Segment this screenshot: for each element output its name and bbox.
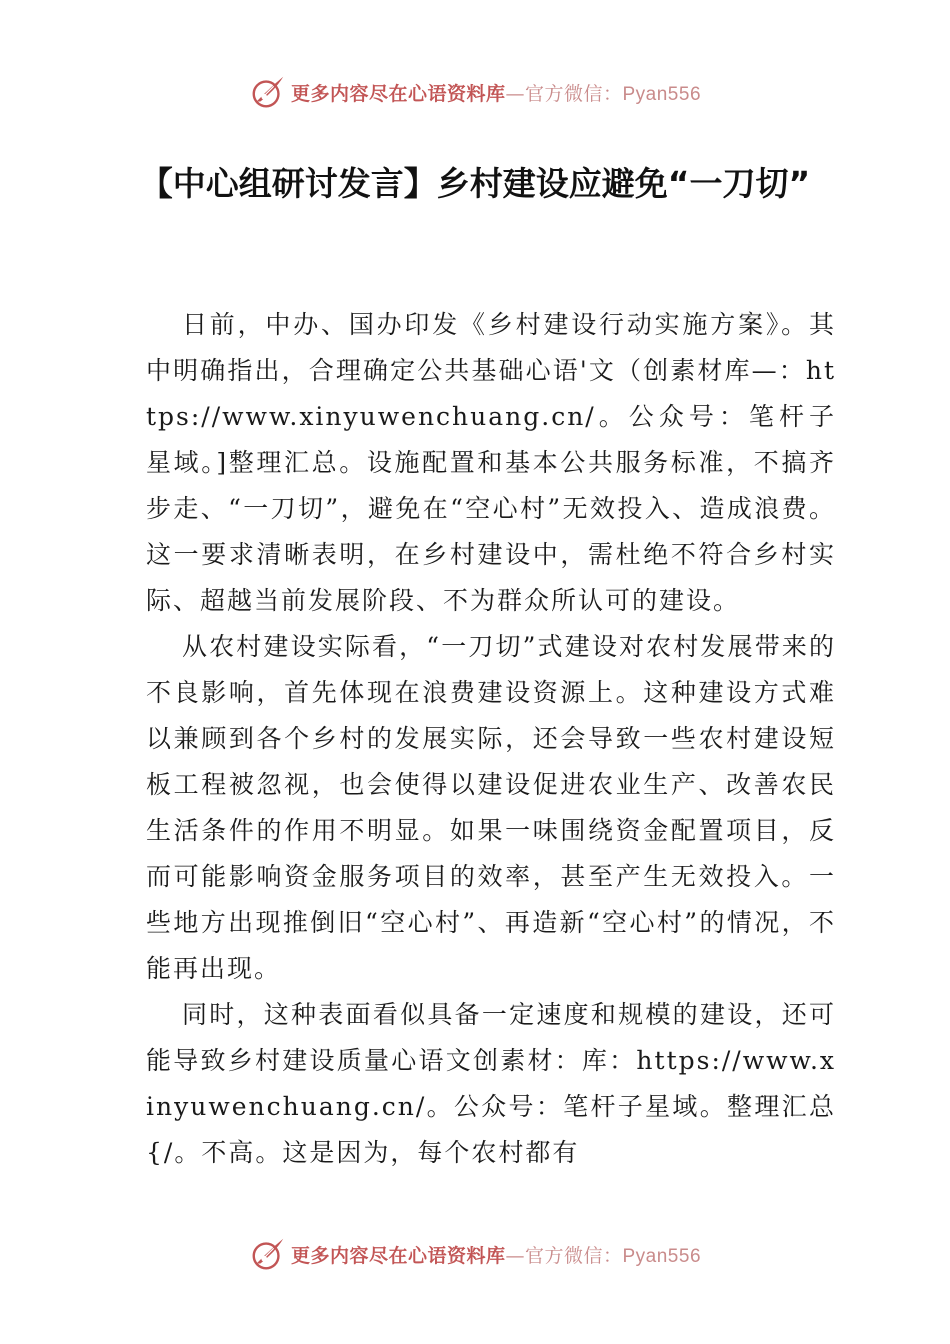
footer-watermark-banner <box>0 1232 950 1276</box>
quill-logo-icon <box>249 1235 287 1273</box>
banner-contact-label: 官方微信： <box>524 1244 623 1267</box>
banner-contact-id: Pyan556 <box>622 1245 702 1267</box>
document-title: 【中心组研讨发言】乡村建设应避免“一刀切” <box>139 164 811 203</box>
paragraph-2: 从农村建设实际看，“一刀切”式建设对农村发展带来的不良影响，首先体现在浪费建设资源上。这种建设方式难以兼顾到各个乡村的发展实际，还会导致一些农村建设短板工程被忽视，也会使得以建设促进农业生产、改善农民生活条件的作用不明显。如果一味围绕资金配置项目，反而可能影响资金服务项目的效率，甚至产生无效投入。一些地方出现推倒旧“空心村”、再造新“空心村”的情况，不能再出现。 <box>146 632 836 983</box>
banner-contact-label: 官方微信： <box>524 82 623 105</box>
banner-text <box>291 79 701 106</box>
banner-text <box>291 1241 701 1268</box>
banner-dash: — <box>505 1244 525 1267</box>
document-body <box>146 302 836 1176</box>
banner-brand: 更多内容尽在心语资料库 <box>290 1244 506 1267</box>
quill-logo-icon <box>249 73 287 111</box>
banner-brand: 更多内容尽在心语资料库 <box>290 82 506 105</box>
header-watermark-banner <box>0 70 950 114</box>
banner-dash: — <box>505 82 525 105</box>
paragraph-3: 同时，这种表面看似具备一定速度和规模的建设，还可能导致乡村建设质量心语文创素材：库：https://www.xinyuwenchuang.cn/。公众号：笔杆子星域。整理汇总{/。不高。这是因为，每个农村都有 <box>146 1000 836 1167</box>
paragraph-1: 日前，中办、国办印发《乡村建设行动实施方案》。其中明确指出，合理确定公共基础心语'文（创素材库—：https://www.xinyuwenchuang.cn/。公众号：笔杆子星域。]整理汇总。设施配置和基本公共服务标准，不搞齐步走、“一刀切”，避免在“空心村”无效投入、造成浪费。这一要求清晰表明，在乡村建设中，需杜绝不符合乡村实际、超越当前发展阶段、不为群众所认可的建设。 <box>146 310 836 615</box>
banner-contact-id: Pyan556 <box>622 83 702 105</box>
